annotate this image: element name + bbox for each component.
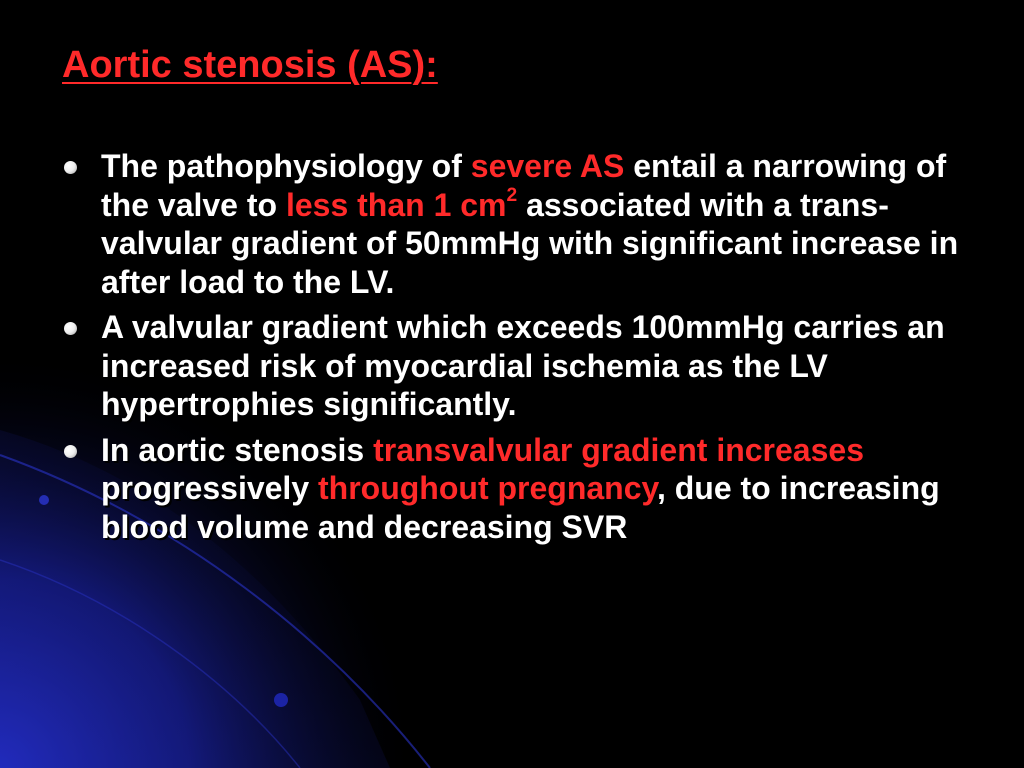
bullet-dot-icon [64, 322, 77, 335]
bullet-item [64, 308, 964, 424]
highlighted-text: throughout pregnancy [318, 470, 657, 506]
highlighted-text: less than 1 cm [285, 186, 507, 223]
bullet-text: , due to increasing blood volume and decreasing SVR [101, 470, 940, 545]
highlighted-text: transvalvular gradient increases [373, 431, 864, 468]
blue-dot [39, 495, 49, 505]
bullet-dot-icon [64, 445, 77, 458]
bullet-text: associated with a trans-valvular gradient of 50mmHg with significant increase in after load to the LV. [101, 186, 959, 300]
bullet-text: The pathophysiology of [101, 148, 471, 184]
bullet-text: entail a narrowing of the valve to [101, 148, 947, 223]
bullet-item [64, 147, 964, 301]
highlighted-text: severe AS [470, 148, 625, 184]
bullet-dot-icon [64, 161, 77, 174]
bullet-text: progressively [101, 470, 318, 506]
bullet-text: A valvular gradient which exceeds 100mmHg carries an increased risk of myocardial ischemia as the LV hypertrophies significantly. [101, 309, 945, 422]
bullet-item [64, 431, 964, 547]
bullet-text: In aortic stenosis [101, 431, 374, 468]
highlighted-text: 2 [506, 184, 518, 206]
bullet-list [64, 147, 964, 553]
slide-title: Aortic stenosis (AS): [62, 44, 438, 86]
blue-dot [274, 693, 288, 707]
